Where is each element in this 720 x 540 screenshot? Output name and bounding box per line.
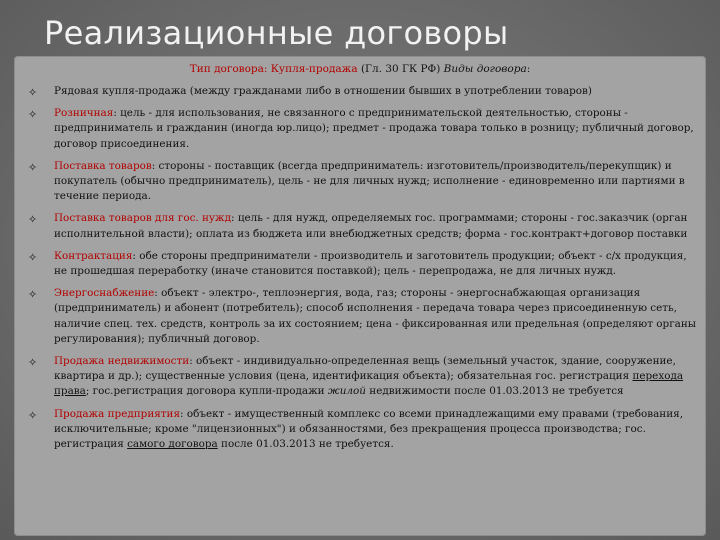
bullet-icon: ✧ (28, 250, 38, 264)
item-text: : объект - индивидуально-определенная вещь (земельный участок, здание, сооружение, квартира и др.); существенные условия (цена, идентификация объекта); обязательная гос. регистрация (54, 355, 676, 383)
subtitle-colon: : (526, 63, 531, 75)
list-item (18, 286, 702, 347)
item-head: Розничная (54, 107, 114, 120)
item-text: : объект - имущественный комплекс со всеми принадлежащими ему правами (требования, исключительные; кроме "лицензионных") и обязанностями, без прекращения процесса производства; гос. регистрация (54, 407, 684, 451)
item-head: Продажа недвижимости (54, 355, 190, 368)
bullet-icon: ✧ (28, 408, 38, 422)
list-item (18, 106, 702, 152)
item-text: : стороны - поставщик (всегда предприниматель: изготовитель/производитель/перекупщик) и покупатель (обычно предприниматель), цель - не для личных нужд; исполнение - единовременно или партиями в течение периода. (54, 159, 685, 203)
subtitle-chapter: (Гл. 30 ГК РФ) (357, 63, 444, 75)
bullet-icon: ✧ (28, 86, 38, 99)
bullet-icon: ✧ (28, 288, 38, 302)
content-frame (14, 56, 706, 536)
list-item (18, 354, 702, 400)
contract-types-list (18, 84, 702, 459)
list-item (18, 407, 702, 453)
item-text: : обе стороны предприниматели - производитель и заготовитель продукции; объект - с/х продукция, не прошедшая переработку (иначе становится поставкой); цель - перепродажа, не для личных нужд. (54, 249, 687, 278)
item-emphasis: жилой (327, 385, 366, 398)
list-item (18, 249, 702, 279)
item-text: : цель - для нужд, определяемых гос. программами; стороны - гос.заказчик (орган исполнительной власти); оплата из бюджета или внебюджетных средств; форма - гос.контракт+договор поставки (54, 212, 688, 240)
transfer-of-right-link[interactable]: перехода права (54, 370, 684, 398)
item-text: : цель - для использования, не связанного с предпринимательской деятельностью, стороны - предприниматель и гражданин (иногда юр.лицо); предмет - продажа товара только в розницу; публичный договор, договор присоединения. (54, 107, 694, 150)
item-text: Рядовая купля-продажа (между гражданами либо в отношении бывших в употреблении товаров) (54, 85, 592, 97)
item-text: после 01.03.2013 не требуется. (217, 438, 394, 451)
item-head: Поставка товаров для гос. нужд (54, 212, 232, 225)
bullet-icon: ✧ (28, 356, 38, 370)
item-text: недвижимости после 01.03.2013 не требуется (365, 385, 624, 398)
item-head: Поставка товаров (54, 159, 152, 172)
slide-title: Реализационные договоры (44, 14, 509, 52)
subtitle-type: Тип договора: Купля-продажа (189, 63, 358, 75)
bullet-icon: ✧ (28, 108, 38, 122)
item-head: Энергоснабжение (54, 287, 155, 300)
bullet-icon: ✧ (28, 160, 38, 174)
list-item (18, 159, 702, 205)
item-text: ; гос.регистрация договора купли-продажи (85, 385, 328, 398)
subtitle (14, 62, 706, 76)
item-head: Продажа предприятия (54, 407, 181, 420)
list-item (18, 211, 702, 241)
list-item (18, 84, 702, 99)
subtitle-kinds: Виды договора (443, 63, 527, 75)
item-head: Контрактация (54, 249, 133, 262)
contract-itself-link[interactable]: самого договора (127, 438, 218, 451)
item-text: : объект - электро-, теплоэнергия, вода, газ; стороны - энергоснабжающая организация (предприниматель) и абонент (потребитель); способ исполнения - передача товара через присоединенную сеть, наличие спец. тех. средств, контроль за их состоянием; цена - фиксированная или предельная (определяют органы регулирования); публичный договор. (54, 287, 697, 345)
bullet-icon: ✧ (28, 213, 38, 227)
